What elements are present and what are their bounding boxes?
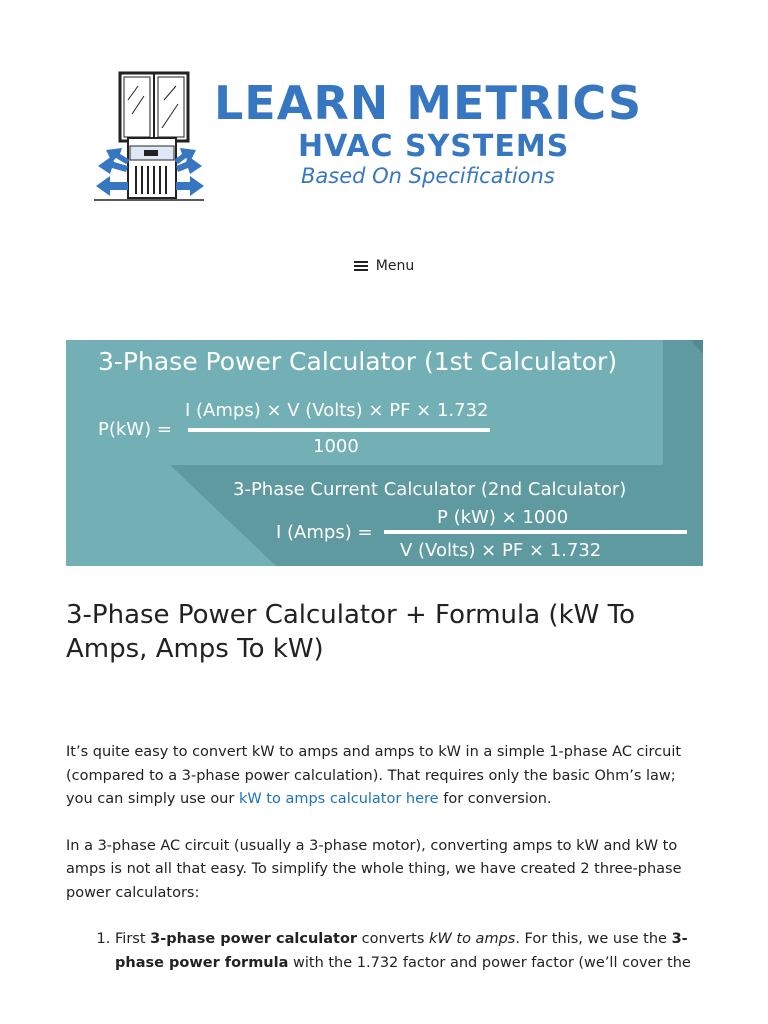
hvac-unit-icon <box>92 70 212 205</box>
li-italic: kW to amps <box>429 931 516 947</box>
li-bold: 3-phase power formula <box>115 931 688 971</box>
formula1-denominator: 1000 <box>313 436 359 457</box>
paragraph-intro <box>66 741 706 812</box>
formula2-lhs: I (Amps) = <box>276 522 373 543</box>
intro-text-end: for conversion. <box>438 791 552 807</box>
banner-heading-1: 3-Phase Power Calculator (1st Calculator) <box>98 347 618 376</box>
li-text: converts <box>357 931 430 947</box>
formula1-fraction-bar <box>188 428 490 432</box>
main-navigation <box>0 256 768 275</box>
site-tagline: Based On Specifications <box>301 164 555 188</box>
formula1-lhs: P(kW) = <box>98 419 172 440</box>
post-content <box>66 741 706 975</box>
site-title[interactable]: LEARN METRICS <box>214 76 643 130</box>
calculator-list <box>66 928 706 975</box>
menu-label: Menu <box>375 258 415 274</box>
li-text: with the 1.732 factor and power factor (we’ll cover the <box>288 954 691 971</box>
li-text: . For this, we use the <box>515 931 672 947</box>
li-bold: 3-phase power calculator <box>150 931 358 947</box>
formula1-numerator: I (Amps) × V (Volts) × PF × 1.732 <box>185 400 489 421</box>
menu-toggle-button[interactable] <box>354 258 414 274</box>
formula2-fraction-bar <box>384 530 687 534</box>
kw-to-amps-link[interactable]: kW to amps calculator here <box>238 791 439 807</box>
hamburger-icon <box>354 261 368 271</box>
formula2-numerator: P (kW) × 1000 <box>437 507 569 528</box>
li-text: First <box>115 931 151 947</box>
featured-image-banner <box>66 340 703 566</box>
post-title: 3-Phase Power Calculator + Formula (kW To Amps, Amps To kW) <box>66 600 635 664</box>
intro-text: It’s quite easy to convert kW to amps and amps to kW in a simple 1-phase AC circuit (compared to a 3-phase power calculation). That requires only the basic Ohm’s law; you can simply use our <box>66 744 682 807</box>
site-subtitle: HVAC SYSTEMS <box>298 129 570 164</box>
site-header <box>0 0 768 274</box>
formula2-denominator: V (Volts) × PF × 1.732 <box>400 540 602 561</box>
paragraph-three-phase: In a 3-phase AC circuit (usually a 3-phase motor), converting amps to kW and kW to amps is not all that easy. To simplify the whole thing, we have created 2 three-phase power calculators: <box>66 837 682 901</box>
banner-heading-2: 3-Phase Current Calculator (2nd Calculator) <box>233 479 627 500</box>
list-item <box>115 928 706 975</box>
